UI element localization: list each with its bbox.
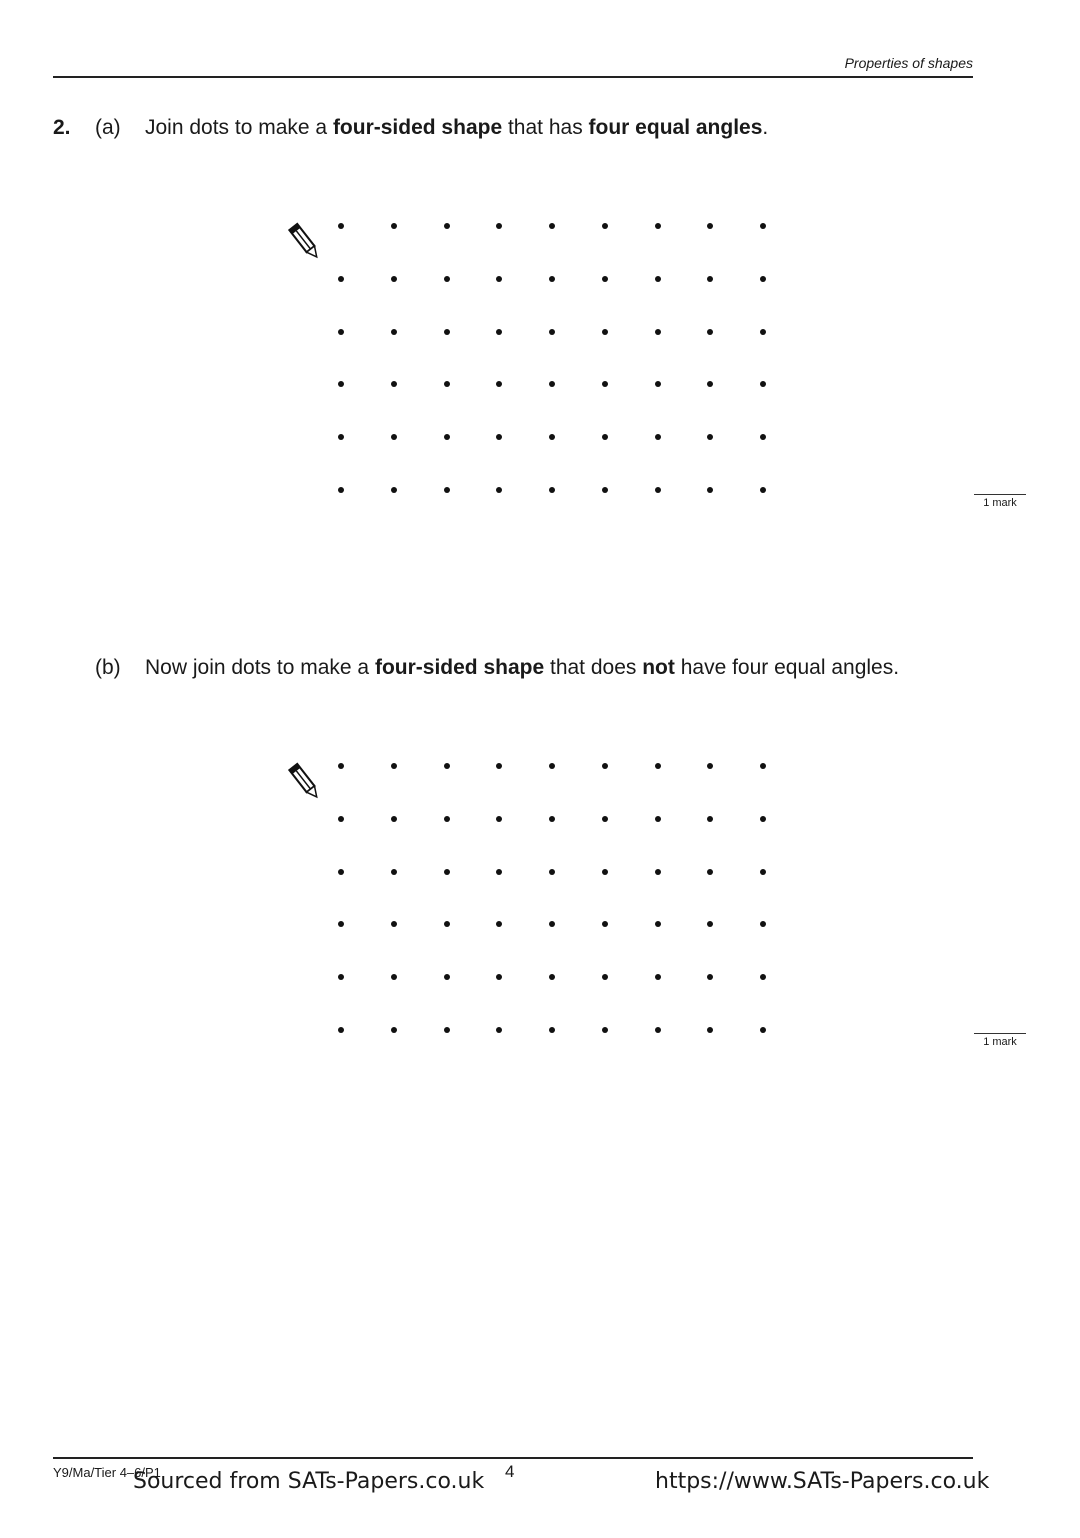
grid-dot[interactable] — [655, 869, 661, 875]
grid-dot[interactable] — [760, 276, 766, 282]
grid-dot[interactable] — [338, 763, 344, 769]
grid-dot[interactable] — [496, 869, 502, 875]
grid-dot[interactable] — [602, 869, 608, 875]
grid-dot[interactable] — [549, 381, 555, 387]
grid-dot[interactable] — [707, 974, 713, 980]
grid-dot[interactable] — [602, 763, 608, 769]
grid-dot[interactable] — [707, 381, 713, 387]
grid-dot[interactable] — [338, 816, 344, 822]
grid-dot[interactable] — [760, 223, 766, 229]
grid-dot[interactable] — [760, 434, 766, 440]
grid-dot[interactable] — [391, 276, 397, 282]
grid-dot[interactable] — [391, 381, 397, 387]
grid-dot[interactable] — [760, 921, 766, 927]
grid-dot[interactable] — [496, 921, 502, 927]
grid-dot[interactable] — [391, 763, 397, 769]
grid-dot[interactable] — [391, 869, 397, 875]
grid-dot[interactable] — [655, 1027, 661, 1033]
grid-dot[interactable] — [602, 921, 608, 927]
grid-dot[interactable] — [602, 816, 608, 822]
grid-dot[interactable] — [549, 1027, 555, 1033]
grid-dot[interactable] — [655, 276, 661, 282]
grid-dot[interactable] — [391, 921, 397, 927]
grid-dot[interactable] — [444, 381, 450, 387]
grid-dot[interactable] — [760, 381, 766, 387]
page-topic: Properties of shapes — [844, 55, 973, 71]
grid-dot[interactable] — [391, 974, 397, 980]
grid-dot[interactable] — [338, 974, 344, 980]
sourced-text: Sourced from SATs-Papers.co.uk — [133, 1469, 485, 1494]
grid-dot[interactable] — [549, 974, 555, 980]
grid-dot[interactable] — [655, 329, 661, 335]
pencil-icon — [288, 762, 322, 802]
grid-dot[interactable] — [496, 763, 502, 769]
grid-dot[interactable] — [760, 763, 766, 769]
grid-dot[interactable] — [549, 434, 555, 440]
grid-dot[interactable] — [707, 869, 713, 875]
grid-dot[interactable] — [444, 869, 450, 875]
grid-dot[interactable] — [549, 869, 555, 875]
grid-dot[interactable] — [444, 921, 450, 927]
grid-dot[interactable] — [496, 276, 502, 282]
grid-dot[interactable] — [496, 434, 502, 440]
grid-dot[interactable] — [338, 223, 344, 229]
grid-dot[interactable] — [496, 487, 502, 493]
header-rule — [53, 76, 973, 78]
part-a-prompt: Join dots to make a four-sided shape that has four equal angles. — [145, 116, 769, 139]
question-number: 2. — [53, 116, 71, 139]
paper-code: Y9/Ma/Tier 4–6/P1 — [53, 1465, 161, 1480]
grid-dot[interactable] — [655, 223, 661, 229]
grid-dot[interactable] — [338, 381, 344, 387]
grid-dot[interactable] — [655, 434, 661, 440]
grid-dot[interactable] — [602, 276, 608, 282]
mark-box-b: 1 mark — [974, 1033, 1026, 1048]
part-b-prompt: Now join dots to make a four-sided shape that does not have four equal angles. — [145, 656, 900, 679]
grid-dot[interactable] — [444, 974, 450, 980]
grid-dot[interactable] — [655, 921, 661, 927]
part-a-label: (a) — [95, 116, 121, 139]
grid-dot[interactable] — [444, 276, 450, 282]
source-url[interactable]: https://www.SATs-Papers.co.uk — [655, 1469, 990, 1494]
grid-dot[interactable] — [602, 223, 608, 229]
grid-dot[interactable] — [549, 921, 555, 927]
grid-dot[interactable] — [760, 974, 766, 980]
dot-grid-b[interactable] — [341, 766, 763, 1030]
grid-dot[interactable] — [602, 1027, 608, 1033]
grid-dot[interactable] — [496, 381, 502, 387]
grid-dot[interactable] — [444, 816, 450, 822]
grid-dot[interactable] — [549, 816, 555, 822]
grid-dot[interactable] — [549, 223, 555, 229]
grid-dot[interactable] — [655, 763, 661, 769]
grid-dot[interactable] — [338, 1027, 344, 1033]
grid-dot[interactable] — [549, 276, 555, 282]
grid-dot[interactable] — [602, 487, 608, 493]
grid-dot[interactable] — [655, 381, 661, 387]
grid-dot[interactable] — [444, 329, 450, 335]
grid-dot[interactable] — [444, 223, 450, 229]
grid-dot[interactable] — [602, 434, 608, 440]
grid-dot[interactable] — [496, 329, 502, 335]
grid-dot[interactable] — [760, 1027, 766, 1033]
pencil-icon — [288, 222, 322, 262]
grid-dot[interactable] — [707, 223, 713, 229]
grid-dot[interactable] — [549, 487, 555, 493]
footer-rule — [53, 1457, 973, 1459]
grid-dot[interactable] — [496, 816, 502, 822]
grid-dot[interactable] — [707, 1027, 713, 1033]
grid-dot[interactable] — [496, 974, 502, 980]
grid-dot[interactable] — [391, 1027, 397, 1033]
grid-dot[interactable] — [444, 487, 450, 493]
grid-dot[interactable] — [391, 223, 397, 229]
grid-dot[interactable] — [391, 329, 397, 335]
grid-dot[interactable] — [760, 816, 766, 822]
grid-dot[interactable] — [707, 434, 713, 440]
grid-dot[interactable] — [760, 869, 766, 875]
grid-dot[interactable] — [549, 763, 555, 769]
grid-dot[interactable] — [707, 763, 713, 769]
grid-dot[interactable] — [707, 816, 713, 822]
grid-dot[interactable] — [602, 974, 608, 980]
grid-dot[interactable] — [602, 381, 608, 387]
grid-dot[interactable] — [707, 276, 713, 282]
grid-dot[interactable] — [760, 329, 766, 335]
grid-dot[interactable] — [391, 487, 397, 493]
grid-dot[interactable] — [338, 921, 344, 927]
grid-dot[interactable] — [338, 869, 344, 875]
grid-dot[interactable] — [707, 329, 713, 335]
mark-box-a: 1 mark — [974, 494, 1026, 509]
grid-dot[interactable] — [391, 434, 397, 440]
grid-dot[interactable] — [496, 1027, 502, 1033]
dot-grid-a[interactable] — [341, 226, 763, 490]
grid-dot[interactable] — [602, 329, 608, 335]
grid-dot[interactable] — [707, 921, 713, 927]
grid-dot[interactable] — [444, 763, 450, 769]
page-number: 4 — [505, 1462, 515, 1481]
grid-dot[interactable] — [338, 276, 344, 282]
part-b-label: (b) — [95, 656, 121, 679]
grid-dot[interactable] — [338, 329, 344, 335]
grid-dot[interactable] — [444, 434, 450, 440]
grid-dot[interactable] — [391, 816, 397, 822]
grid-dot[interactable] — [655, 974, 661, 980]
grid-dot[interactable] — [338, 487, 344, 493]
grid-dot[interactable] — [707, 487, 713, 493]
grid-dot[interactable] — [338, 434, 344, 440]
grid-dot[interactable] — [444, 1027, 450, 1033]
grid-dot[interactable] — [655, 487, 661, 493]
grid-dot[interactable] — [655, 816, 661, 822]
grid-dot[interactable] — [760, 487, 766, 493]
grid-dot[interactable] — [549, 329, 555, 335]
grid-dot[interactable] — [496, 223, 502, 229]
